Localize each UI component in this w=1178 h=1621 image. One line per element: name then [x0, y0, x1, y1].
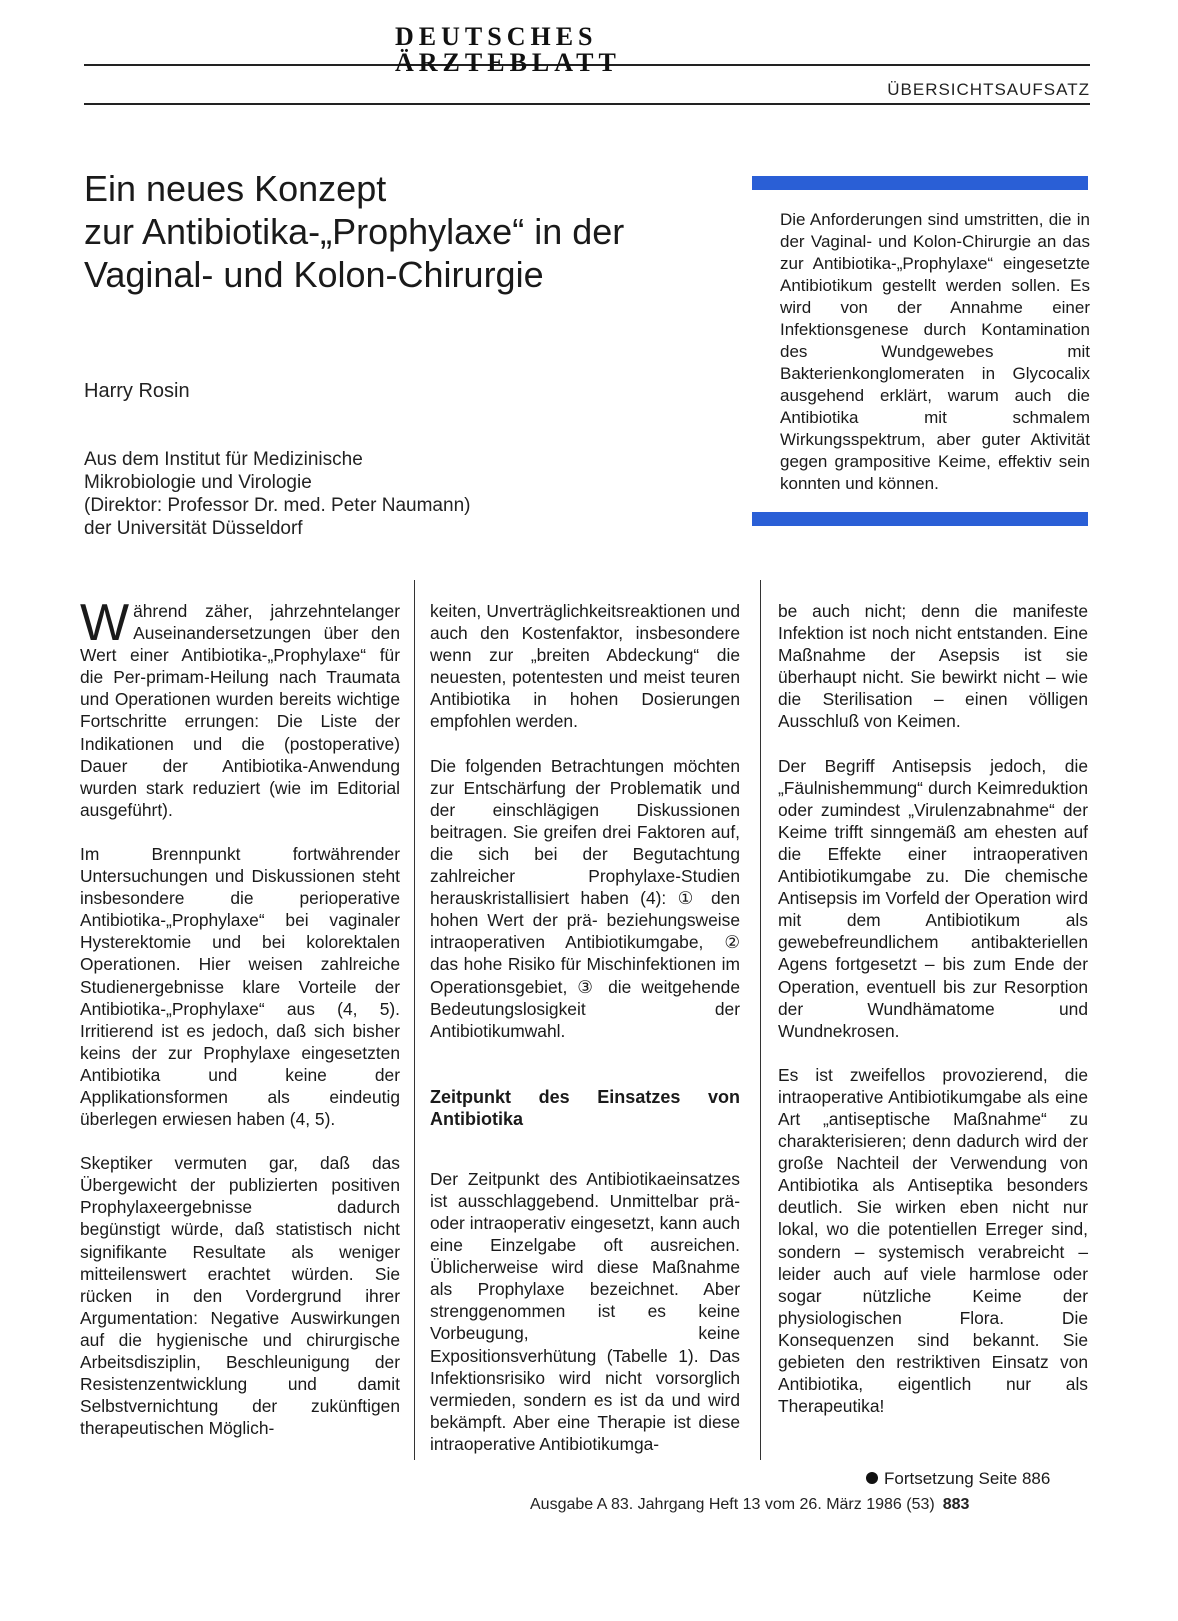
- affiliation: [84, 448, 470, 540]
- paragraph: Im Brennpunkt fortwährender Untersuchungen und Diskussionen steht insbesondere die perioperative Antibiotika-„Prophylaxe“ bei vaginaler Hysterektomie und bei kolorektalen Operationen. Hier weisen zahlreiche Studienergebnisse klare Vorteile der Antibiotika-„Prophylaxe“ aus (4, 5). Irritierend ist es jedoch, daß sich bisher keins der zur Prophylaxe eingesetzten Antibiotika und keine der Applikationsformen als eindeutig überlegen erwiesen haben (4, 5).: [80, 843, 400, 1130]
- paragraph: keiten, Unverträglichkeitsreaktionen und auch den Kostenfaktor, insbesondere wenn zur „breiten Abdeckung“ die neuesten, potentesten und meist teuren Antibiotika in hohen Dosierungen empfohlen werden.: [430, 601, 740, 732]
- body-column-1: [80, 594, 400, 1439]
- masthead-text: DEUTSCHES ÄRZTEBLATT: [395, 22, 621, 77]
- body-column-3: [778, 600, 1088, 1417]
- spacer: [430, 1134, 740, 1146]
- section-label: ÜBERSICHTSAUFSATZ: [887, 80, 1090, 99]
- paragraph: Der Begriff Antisepsis jedoch, die „Fäulnishemmung“ durch Keimreduktion oder zumindest „Virulenzabnahme“ der Keime trifft sinngemäß am ehesten auf die Effekte einer intraoperativen Antibiotikumgabe zu. Die chemische Antisepsis im Vorfeld der Operation wird mit dem Antibiotikum als gewebefreundlichem antibakteriellen Agens fortgesetzt – bis zum Ende der Operation, eventuell bis zur Resorption der Wundhämatome und Wundnekrosen.: [778, 755, 1088, 1041]
- drop-cap: W: [80, 594, 130, 652]
- masthead: [395, 22, 775, 77]
- issue-info: Ausgabe A 83. Jahrgang Heft 13 vom 26. März 1986 (53): [530, 1496, 935, 1513]
- title-line: Ein neues Konzept: [84, 168, 387, 209]
- abstract: Die Anforderungen sind umstritten, die in der Vaginal- und Kolon-Chirurgie an das zur Antibiotika-„Prophylaxe“ eingesetzte Antibiotikum gestellt werden sollen. Es wird von der Annahme einer Infektionsgenese durch Kontamination des Wundgewebes mit Bakterienkonglomeraten in Glycocalix ausgehend erklärt, warum auch die Antibiotika mit schmalem Wirkungsspektrum, aber guter Aktivität gegen grampositive Keime, effektiv sein konnten und können.: [780, 210, 1090, 493]
- affiliation-line: der Universität Düsseldorf: [84, 518, 303, 539]
- abstract-bottom-bar: [752, 512, 1088, 526]
- continued-note: [866, 1469, 1050, 1489]
- footer: [530, 1496, 969, 1514]
- paragraph: Skeptiker vermuten gar, daß das Übergewicht der publizierten positiven Prophylaxeergebnisse dadurch begünstigt würde, daß statistisch nicht signifikante Resultate als weniger mitteilenswert erachtet würden. Sie rücken in den Vordergrund ihrer Argumentation: Negative Auswirkungen auf die hygienische und chirurgische Arbeitsdisziplin, Beschleunigung der Resistenzentwicklung und damit Selbstvernichtung der zukünftigen therapeutischen Möglich-: [80, 1153, 400, 1439]
- column-divider: [414, 580, 415, 1460]
- affiliation-line: Aus dem Institut für Medizinische: [84, 449, 363, 470]
- column-divider: [760, 580, 761, 1460]
- title-line: Vaginal- und Kolon-Chirurgie: [84, 254, 544, 295]
- paragraph-text: ährend zäher, jahrzehntelanger Auseinandersetzungen über den Wert einer Antibiotika-„Prophylaxe“ für die Per-primam-Heilung nach Traumata und Operationen wurden bereits wichtige Fortschritte errungen: Die Liste der Indikationen und die (postoperative) Dauer der Antibiotika-Anwendung wurden stark reduziert (wie im Editorial ausgeführt).: [80, 601, 400, 820]
- abstract-top-bar: [752, 176, 1088, 190]
- paragraph: be auch nicht; denn die manifeste Infektion ist noch nicht entstanden. Eine Maßnahme der Asepsis ist sie überhaupt nicht. Sie bewirkt nicht – wie die Sterilisation – einen völligen Ausschluß von Keimen.: [778, 601, 1088, 732]
- paragraph: [80, 594, 400, 821]
- header-bottom-rule: [84, 103, 1090, 105]
- article-title: [84, 167, 744, 296]
- page-number: 883: [942, 1496, 970, 1513]
- affiliation-line: Mikrobiologie und Virologie: [84, 472, 312, 493]
- affiliation-line: (Direktor: Professor Dr. med. Peter Naumann): [84, 495, 471, 516]
- paragraph: Es ist zweifellos provozierend, die intraoperative Antibiotikumgabe als eine Art „antiseptische Maßnahme“ zu charakterisieren; denn dadurch wird der große Nachteil der Verwendung von Antibiotika als Antiseptika besonders deutlich. Sie wirken eben nicht nur lokal, wo die potentiellen Erreger sind, sondern – systemisch verabreicht – leider auch auf viele harmlose oder sogar nützliche Keime der physiologischen Flora. Die Konsequenzen sind bekannt. Sie gebieten den restriktiven Einsatz von Antibiotika, eigentlich nur als Therapeutika!: [778, 1064, 1088, 1417]
- body-column-2: [430, 600, 740, 1455]
- paragraph: Die folgenden Betrachtungen möchten zur Entschärfung der Problematik und der einschlägigen Diskussionen beitragen. Sie greifen drei Faktoren auf, die sich bei der Begutachtung zahlreicher Prophylaxe-Studien herauskristallisiert haben (4): ① den hohen Wert der prä- beziehungsweise intraoperativen Antibiotikumgabe, ② das hohe Risiko für Mischinfektionen im Operationsgebiet, ③ die weitgehende Bedeutungslosigkeit der Antibiotikumwahl.: [430, 755, 740, 1041]
- continued-text: Fortsetzung Seite 886: [884, 1469, 1051, 1488]
- bullet-icon: [866, 1472, 878, 1484]
- author: Harry Rosin: [84, 380, 190, 402]
- section-heading: Zeitpunkt des Einsatzes von Antibiotika: [430, 1086, 740, 1129]
- paragraph: Der Zeitpunkt des Antibiotikaeinsatzes ist ausschlaggebend. Unmittelbar prä- oder intraoperativ eingesetzt, kann auch eine Einzelgabe oft ausreichen. Üblicherweise wird diese Maßnahme als Prophylaxe bezeichnet. Aber strenggenommen ist es keine Vorbeugung, keine Expositionsverhütung (Tabelle 1). Das Infektionsrisiko wird nicht vorsorglich vermieden, sondern es ist da und wird bekämpft. Aber eine Therapie ist diese intraoperative Antibiotikumga-: [430, 1168, 740, 1454]
- title-line: zur Antibiotika-„Prophylaxe“ in der: [84, 211, 625, 252]
